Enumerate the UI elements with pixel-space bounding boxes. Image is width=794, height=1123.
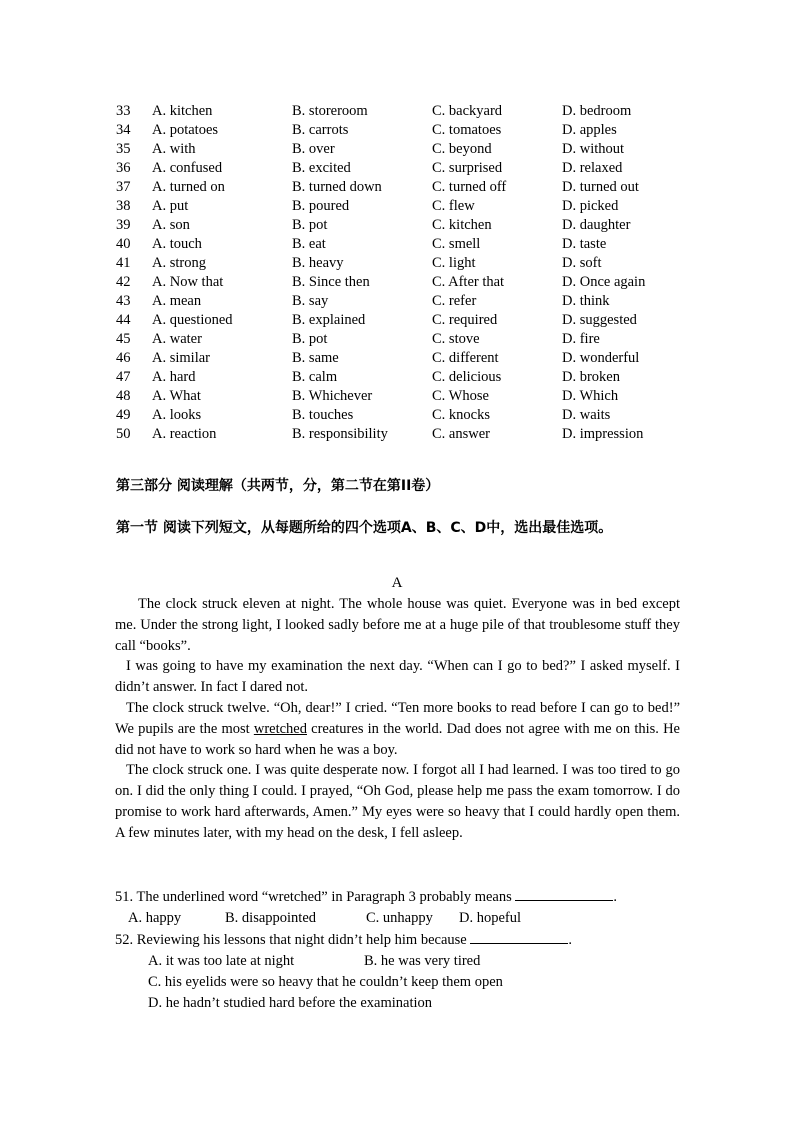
passage-paragraph-3 (115, 698, 680, 760)
question-number: 43 (116, 293, 131, 309)
question-number: 49 (116, 407, 131, 423)
option-b: B. pot (292, 331, 328, 347)
option-b: B. disappointed (225, 910, 317, 926)
option-b: B. heavy (292, 255, 344, 271)
question-51-options (115, 908, 695, 929)
cloze-option-row (116, 311, 672, 330)
option-d: D. apples (562, 122, 617, 138)
option-c: C. required (432, 312, 498, 328)
paragraph-3-text-after: creatures in the world. Dad does not agree with me on this. He did not have to work so hard when he was a boy. (115, 720, 680, 758)
cloze-option-row (116, 349, 672, 368)
cloze-option-row (116, 121, 672, 140)
option-a: A. with (152, 141, 196, 157)
option-d: D. hopeful (459, 910, 522, 926)
answer-blank (470, 929, 568, 944)
option-d: D. relaxed (562, 160, 623, 176)
part3-heading: 第三部分 阅读理解（共两节，分，第二节在第II卷） (116, 478, 440, 494)
question-number: 45 (116, 331, 131, 347)
question-number: 42 (116, 274, 131, 290)
option-a: A. touch (152, 236, 202, 252)
option-d: D. turned out (562, 179, 639, 195)
cloze-option-row (116, 140, 672, 159)
option-c: C. unhappy (366, 910, 433, 926)
option-a: A. potatoes (152, 122, 219, 138)
cloze-option-row (116, 197, 672, 216)
option-d: D. waits (562, 407, 611, 423)
option-a: A. What (152, 388, 201, 404)
passage-paragraph-2: I was going to have my examination the next day. “When can I go to bed?” I asked myself. I didn’t answer. In fact I dared not. (115, 658, 680, 696)
option-d: D. think (562, 293, 610, 309)
question-number: 37 (116, 179, 131, 195)
question-52-stem: 52. Reviewing his lessons that night didn’t help him because (115, 932, 467, 948)
cloze-option-row (116, 425, 672, 444)
option-d: D. picked (562, 198, 619, 214)
passage-paragraph-4: The clock struck one. I was quite desperate now. I forgot all I had learned. I was too tired to go on. I did the only thing I could. I prayed, “Oh God, please help me pass the exam tomorrow. I do promise to work hard afterwards, Amen.” My eyes were so heavy that I could hardly open them. A few minutes later, with my head on the desk, I fell asleep. (115, 762, 680, 841)
option-a: A. reaction (152, 426, 217, 442)
question-51-stem: 51. The underlined word “wretched” in Paragraph 3 probably means (115, 889, 512, 905)
option-d: D. without (562, 141, 625, 157)
option-c: C. stove (432, 331, 480, 347)
option-a: A. mean (152, 293, 202, 309)
option-b: B. same (292, 350, 339, 366)
option-a: A. Now that (152, 274, 224, 290)
option-b: B. poured (292, 198, 350, 214)
option-a: A. happy (128, 910, 182, 926)
option-b: B. carrots (292, 122, 349, 138)
option-c: C. flew (432, 198, 475, 214)
option-d: D. fire (562, 331, 600, 347)
option-d: D. Which (562, 388, 619, 404)
option-b: B. pot (292, 217, 328, 233)
option-a: A. turned on (152, 179, 225, 195)
option-d: D. daughter (562, 217, 631, 233)
cloze-option-row (116, 292, 672, 311)
option-c: C. refer (432, 293, 477, 309)
option-d: D. bedroom (562, 103, 632, 119)
option-c: C. Whose (432, 388, 489, 404)
option-a: A. confused (152, 160, 223, 176)
option-d: D. taste (562, 236, 607, 252)
option-b: B. Since then (292, 274, 370, 290)
option-d: D. wonderful (562, 350, 640, 366)
option-a: A. put (152, 198, 189, 214)
question-number: 46 (116, 350, 131, 366)
question-number: 35 (116, 141, 131, 157)
option-c: C. turned off (432, 179, 507, 195)
option-d: D. Once again (562, 274, 646, 290)
question-number: 50 (116, 426, 131, 442)
question-list (115, 886, 695, 1014)
option-c: C. knocks (432, 407, 490, 423)
option-a: A. water (152, 331, 202, 347)
question-number: 48 (116, 388, 131, 404)
option-b: B. say (292, 293, 329, 309)
question-number: 33 (116, 103, 131, 119)
question-number: 40 (116, 236, 131, 252)
option-b: B. touches (292, 407, 354, 423)
cloze-option-row (116, 254, 672, 273)
cloze-option-row (116, 102, 672, 121)
option-d: D. impression (562, 426, 644, 442)
reading-passage (115, 594, 680, 844)
option-c: C. his eyelids were so heavy that he couldn’t keep them open (148, 974, 503, 990)
option-b: B. explained (292, 312, 366, 328)
question-number: 41 (116, 255, 131, 271)
question-51 (115, 886, 695, 908)
cloze-option-row (116, 368, 672, 387)
option-a: A. strong (152, 255, 206, 271)
answer-blank (515, 886, 613, 901)
option-d: D. he hadn’t studied hard before the examination (148, 995, 433, 1011)
passage-letter: A (391, 575, 403, 591)
option-c: C. light (432, 255, 476, 271)
question-number: 39 (116, 217, 131, 233)
option-d: D. soft (562, 255, 602, 271)
option-a: A. son (152, 217, 190, 233)
option-c: C. After that (432, 274, 505, 290)
option-b: B. Whichever (292, 388, 373, 404)
question-52-options (115, 951, 695, 1014)
option-c: C. smell (432, 236, 481, 252)
option-c: C. backyard (432, 103, 503, 119)
cloze-options-body (116, 102, 672, 444)
option-b: B. storeroom (292, 103, 368, 119)
cloze-options-table (116, 102, 672, 444)
cloze-option-row (116, 387, 672, 406)
question-number: 47 (116, 369, 131, 385)
paragraph-3-text-before: The clock struck twelve. “Oh, dear!” I cried. “Ten more books to read before I can go to bed!” We pupils are the most (115, 699, 680, 737)
cloze-option-row (116, 273, 672, 292)
option-c: C. answer (432, 426, 490, 442)
question-number: 44 (116, 312, 131, 328)
option-c: C. beyond (432, 141, 492, 157)
option-c: C. kitchen (432, 217, 492, 233)
option-c: C. tomatoes (432, 122, 502, 138)
option-c: C. surprised (432, 160, 503, 176)
underlined-word: wretched (253, 720, 307, 737)
option-a: A. questioned (152, 312, 233, 328)
option-b: B. over (292, 141, 335, 157)
question-52-options-row-1 (148, 951, 695, 972)
option-a: A. kitchen (152, 103, 213, 119)
option-b: B. eat (292, 236, 326, 252)
option-c: C. delicious (432, 369, 502, 385)
passage-paragraph-1: The clock struck eleven at night. The whole house was quiet. Everyone was in bed except me. Under the strong light, I looked sadly before me at a huge pile of that troublesome stuff they call “books”. (115, 596, 680, 654)
question-52-end: . (568, 932, 572, 948)
option-d: D. suggested (562, 312, 637, 328)
cloze-option-row (116, 159, 672, 178)
option-c: C. different (432, 350, 499, 366)
cloze-option-row (116, 216, 672, 235)
question-52 (115, 929, 695, 951)
option-a: A. looks (152, 407, 202, 423)
option-a: A. it was too late at night (148, 953, 295, 969)
option-b: B. responsibility (292, 426, 388, 442)
question-number: 38 (116, 198, 131, 214)
option-b: B. excited (292, 160, 351, 176)
cloze-option-row (116, 178, 672, 197)
option-b: B. he was very tired (364, 953, 481, 969)
question-number: 36 (116, 160, 131, 176)
section1-heading: 第一节 阅读下列短文，从每题所给的四个选项A、B、C、D中，选出最佳选项。 (116, 520, 613, 536)
question-51-end: . (613, 889, 617, 905)
option-a: A. hard (152, 369, 196, 385)
option-d: D. broken (562, 369, 620, 385)
cloze-option-row (116, 406, 672, 425)
option-b: B. calm (292, 369, 338, 385)
question-number: 34 (116, 122, 131, 138)
cloze-option-row (116, 330, 672, 349)
option-a: A. similar (152, 350, 210, 366)
option-b: B. turned down (292, 179, 382, 195)
cloze-option-row (116, 235, 672, 254)
